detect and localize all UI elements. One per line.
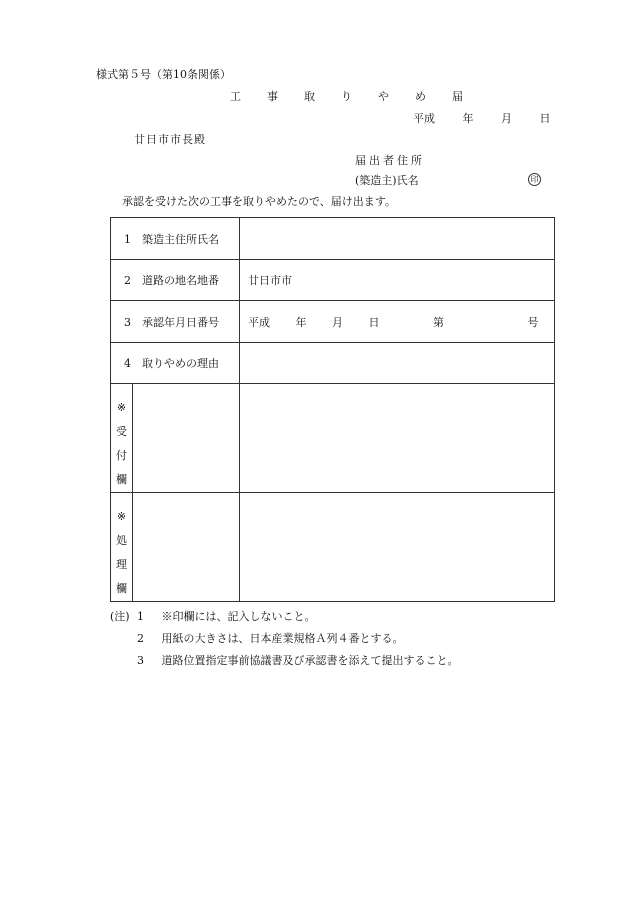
processing-label-char: 処 — [116, 534, 127, 547]
approval-no-suffix: 号 — [527, 315, 539, 329]
seal-mark-icon — [528, 172, 541, 186]
notes-prefix: (注) — [110, 610, 130, 623]
row-label: 4 取りやめの理由 — [111, 343, 240, 384]
processing-label-char: 理 — [116, 558, 127, 571]
reception-label-char: 受 — [116, 425, 127, 438]
applicant-address-label: 届出者住所 — [355, 154, 425, 167]
date-day: 日 — [539, 112, 551, 125]
note-number: 1 — [137, 610, 144, 623]
reception-label-char: 付 — [116, 449, 127, 462]
approval-no-prefix: 第 — [433, 315, 444, 329]
date-era: 平成 — [413, 112, 435, 125]
applicant-name-label: (築造主)氏名 — [355, 174, 419, 187]
date-month: 月 — [501, 112, 512, 125]
row-label: 2 道路の地名地番 — [111, 260, 240, 301]
application-form-table — [110, 217, 555, 602]
table-row — [111, 301, 555, 343]
builder-address-name-field[interactable] — [240, 218, 555, 260]
header-date — [413, 110, 551, 126]
note-text: 道路位置指定事前協議書及び承認書を添えて提出すること。 — [161, 654, 459, 667]
table-row — [111, 343, 555, 384]
processing-stamp-cell — [133, 493, 240, 602]
page-title: 工事取りやめ届 — [230, 90, 489, 103]
approval-date-number-field[interactable] — [240, 301, 555, 343]
processing-row — [111, 493, 555, 602]
road-location-field[interactable]: 廿日市市 — [240, 260, 555, 301]
reception-notes-cell — [240, 384, 555, 493]
approval-day: 日 — [368, 315, 380, 329]
approval-era: 平成 — [248, 315, 270, 329]
approval-year: 年 — [295, 315, 307, 329]
note-item — [137, 630, 404, 646]
reception-label-char: ※ — [116, 401, 127, 414]
note-item — [137, 652, 459, 668]
form-code: 様式第５号（第10条関係） — [96, 68, 231, 81]
note-number: 3 — [137, 654, 144, 667]
processing-label-char: 欄 — [116, 582, 127, 595]
note-number: 2 — [137, 632, 144, 645]
approval-month: 月 — [332, 315, 343, 329]
processing-notes-cell — [240, 493, 555, 602]
row-label: 1 築造主住所氏名 — [111, 218, 240, 260]
date-year: 年 — [462, 112, 474, 125]
intro-text: 承認を受けた次の工事を取りやめたので、届け出ます。 — [122, 195, 396, 208]
row-label: 3 承認年月日番号 — [111, 301, 240, 343]
addressee: 廿日市市長殿 — [134, 133, 206, 146]
note-item — [137, 608, 316, 624]
table-row — [111, 260, 555, 301]
processing-label — [111, 493, 133, 602]
note-text: ※印欄には、記入しないこと。 — [161, 610, 316, 623]
reception-label-char: 欄 — [116, 473, 127, 486]
reception-label — [111, 384, 133, 493]
seal-mark-text: 印 — [528, 173, 541, 186]
processing-label-char: ※ — [116, 510, 127, 523]
reception-stamp-cell — [133, 384, 240, 493]
note-text: 用紙の大きさは、日本産業規格Ａ列４番とする。 — [161, 632, 404, 645]
reception-row — [111, 384, 555, 493]
cancellation-reason-field[interactable] — [240, 343, 555, 384]
table-row — [111, 218, 555, 260]
